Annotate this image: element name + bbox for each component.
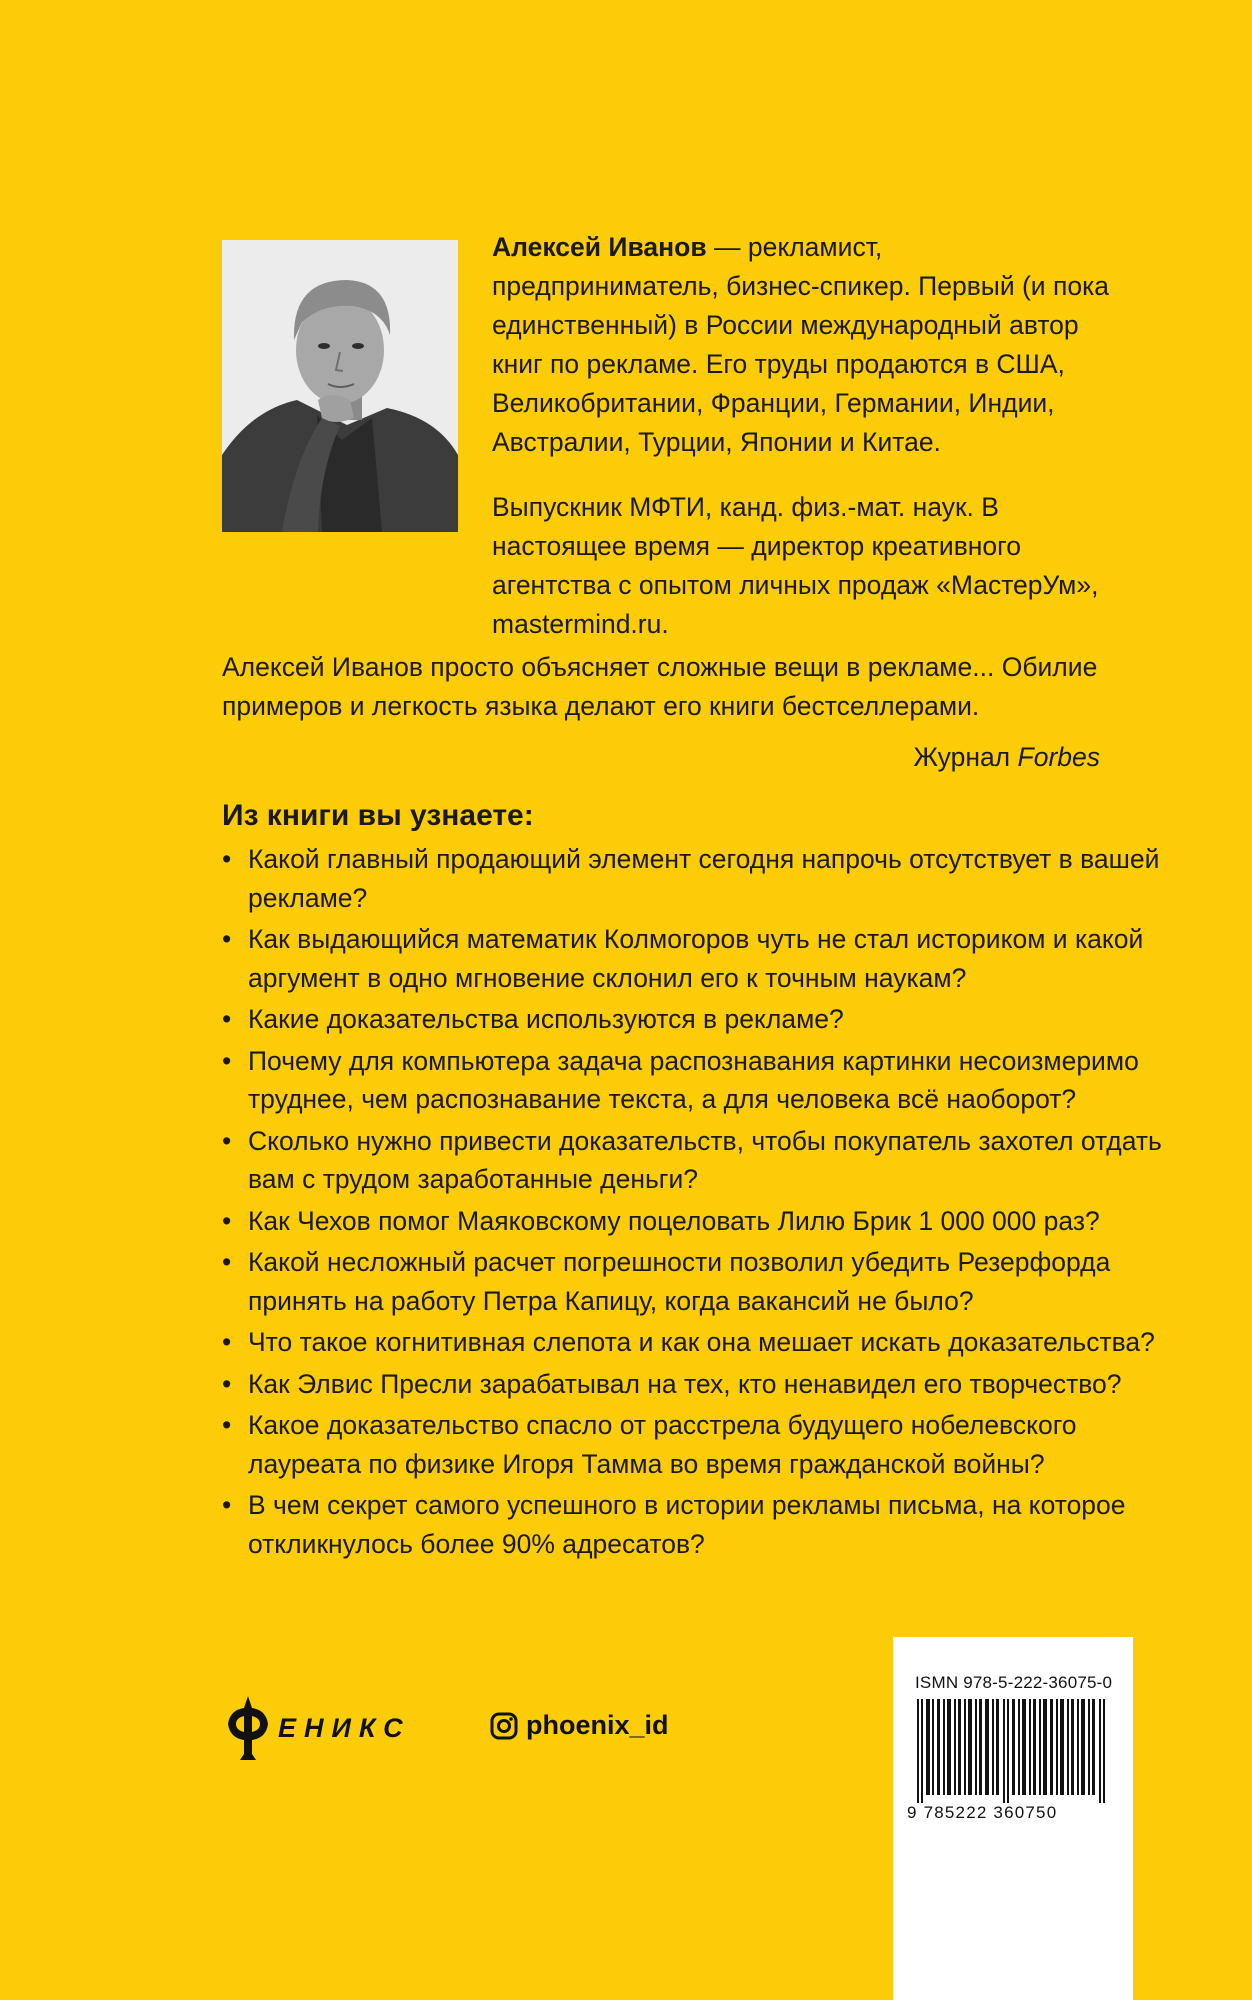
instagram-icon [490, 1712, 518, 1740]
list-item: • Что такое когнитивная слепота и как она мешает искать доказательства? [222, 1323, 1162, 1362]
barcode-icon [913, 1699, 1113, 1803]
list-item: • Сколько нужно привести доказательств, чтобы покупатель захотел отдать вам с трудом заработанные деньги? [222, 1122, 1162, 1199]
list-item: • Какой главный продающий элемент сегодня напрочь отсутствует в вашей рекламе? [222, 840, 1162, 917]
author-bio [492, 228, 1112, 644]
phoenix-icon [226, 1694, 270, 1762]
barcode-panel [893, 1637, 1133, 2000]
bio-paragraph-2: Выпускник МФТИ, канд. физ.-мат. наук. В настоящее время — директор креативного агентства с опытом личных продаж «МастерУм», mastermind.ru. [492, 492, 1099, 639]
publisher-logo [226, 1693, 411, 1763]
author-photo [222, 240, 458, 532]
barcode-digits: 9 785222 360750 [907, 1803, 1058, 1822]
learn-list [222, 840, 1162, 1566]
bio-text-1: — рекламист, предприниматель, бизнес-спикер. Первый (и пока единственный) в России международный автор книг по рекламе. Его труды продаются в США, Великобритании, Франции, Германии, Индии, Австралии, Турции, Японии и Китае. [492, 232, 1109, 457]
learn-heading: Из книги вы узнаете: [222, 799, 534, 832]
quote-source-name: Forbes [1017, 742, 1100, 772]
author-name: Алексей Иванов [492, 232, 707, 262]
list-item: • Как Чехов помог Маяковскому поцеловать Лилю Брик 1 000 000 раз? [222, 1202, 1162, 1241]
social-handle-text[interactable]: phoenix_id [526, 1710, 669, 1740]
bio-paragraph-1 [492, 228, 1112, 462]
quote-source-prefix: Журнал [913, 742, 1018, 772]
list-item: • Какие доказательства используются в рекламе? [222, 1000, 1162, 1039]
isbn-label: ISMN 978-5-222-36075-0 [915, 1673, 1113, 1692]
list-item: • Почему для компьютера задача распознавания картинки несоизмеримо труднее, чем распознавание текста, а для человека всё наоборот? [222, 1042, 1162, 1119]
review-quote: Алексей Иванов просто объясняет сложные вещи в рекламе... Обилие примеров и легкость языка делают его книги бестселлерами. [222, 652, 1098, 721]
list-item: • Какой несложный расчет погрешности позволил убедить Резерфорда принять на работу Петра Капицу, когда вакансий не было? [222, 1243, 1162, 1320]
list-item: • Какое доказательство спасло от расстрела будущего нобелевского лауреата по физике Игоря Тамма во время гражданской войны? [222, 1406, 1162, 1483]
list-item: • В чем секрет самого успешного в истории рекламы письма, на которое откликнулось более 90% адресатов? [222, 1486, 1162, 1563]
list-item: • Как выдающийся математик Колмогоров чуть не стал историком и какой аргумент в одно мгновение склонил его к точным наукам? [222, 920, 1162, 997]
quote-source [913, 738, 1100, 777]
social-handle[interactable] [490, 1710, 669, 1741]
publisher-logo-text: ЕНИКС [278, 1712, 411, 1743]
list-item: • Как Элвис Пресли зарабатывал на тех, кто ненавидел его творчество? [222, 1365, 1162, 1404]
